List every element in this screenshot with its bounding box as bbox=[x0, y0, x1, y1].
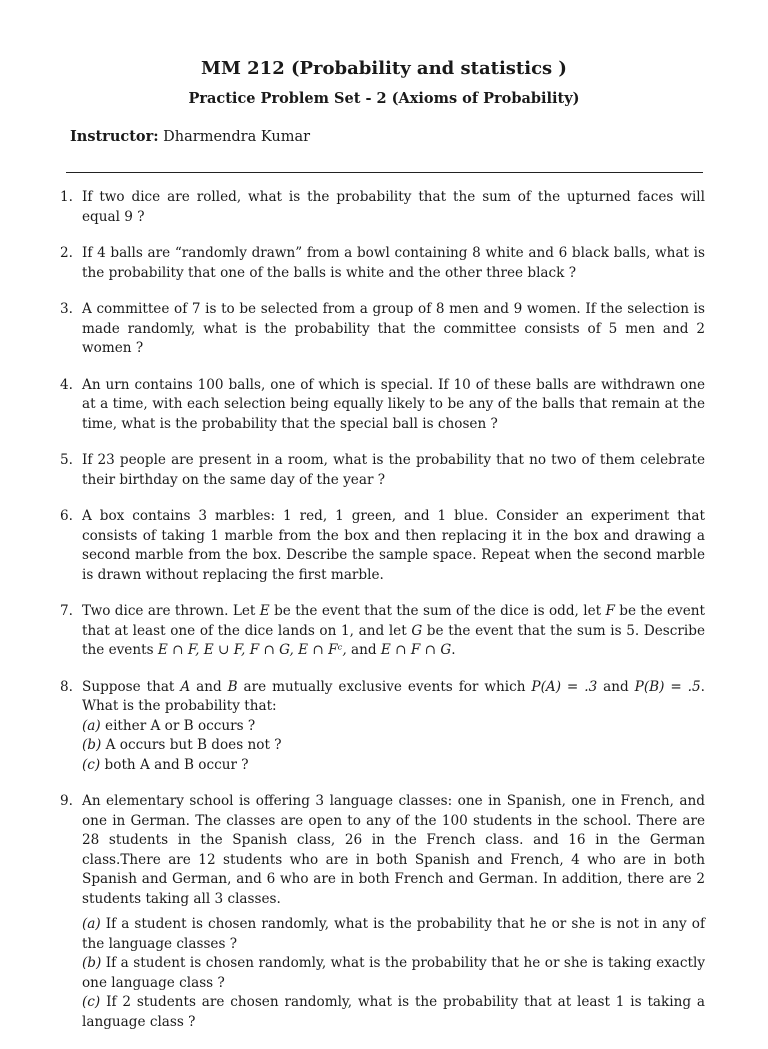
math-var: F bbox=[605, 603, 615, 619]
sub-question bbox=[82, 736, 705, 756]
text-segment: are mutually exclusive events for which bbox=[237, 678, 532, 695]
sub-label: (b) bbox=[82, 955, 102, 971]
text-segment: be the event that the sum is 5. Describe the events bbox=[82, 622, 705, 658]
text-segment: and bbox=[346, 642, 381, 658]
text-segment: Two dice are thrown. Let bbox=[82, 603, 260, 619]
problem-number: 1. bbox=[60, 189, 73, 205]
math-var: G bbox=[411, 622, 423, 639]
instructor-name: Dharmendra Kumar bbox=[163, 129, 311, 145]
sub-label: (a) bbox=[82, 916, 101, 932]
problem-text: A box contains 3 marbles: 1 red, 1 green, and 1 blue. Consider an experiment that consists of taking 1 marble from the box and then replacing it in the box and drawing a second marble from the box. Describe the sample space. Repeat when the second marble is drawn without replacing the first marble. bbox=[82, 508, 705, 583]
page-title: MM 212 (Probability and statistics ) bbox=[201, 58, 567, 79]
problem-number: 5. bbox=[60, 452, 73, 468]
sub-label: (c) bbox=[82, 756, 101, 773]
math-var: A bbox=[180, 678, 191, 695]
sub-text: A occurs but B does not ? bbox=[101, 737, 282, 753]
math-expression: E ∩ F, E ∪ F, F ∩ G, E ∩ Fᶜ, bbox=[157, 642, 347, 658]
text-segment: be the event that the sum of the dice is odd, let bbox=[269, 603, 606, 619]
problem-6 bbox=[60, 507, 705, 585]
sub-label: (b) bbox=[82, 737, 102, 753]
problem-number: 7. bbox=[60, 603, 73, 619]
problem-text: If two dice are rolled, what is the probability that the sum of the upturned faces will equal 9 ? bbox=[82, 189, 705, 225]
math-expression: E ∩ F ∩ G bbox=[380, 642, 452, 658]
text-segment: Suppose that bbox=[82, 678, 181, 695]
text-segment: . What is the probability that: bbox=[82, 678, 705, 714]
math-expression: P(A) = .3 bbox=[531, 678, 598, 695]
text-segment: An elementary school is offering 3 language classes: one in Spanish, one in French, and one in German. The classes are open to any of the 100 students in the school. There are 28 students in the Spanish class, 26 in the French class. and 16 in the German class.There are 12 students who are in both Spanish and French, 4 who are in both Spanish and German, and 6 who are in both French and German. In addition, there are 2 students taking all 3 classes. bbox=[82, 793, 705, 907]
sub-text: If 2 students are chosen randomly, what is the probability that at least 1 is taking a language class ? bbox=[82, 994, 705, 1030]
problem-number: 3. bbox=[60, 301, 73, 317]
problem-text bbox=[82, 602, 705, 661]
problem-8 bbox=[60, 678, 705, 776]
problem-number: 9. bbox=[60, 793, 73, 809]
sub-label: (a) bbox=[82, 717, 101, 734]
math-var: E bbox=[259, 603, 270, 619]
problem-text: A committee of 7 is to be selected from a group of 8 men and 9 women. If the selection is made randomly, what is the probability that the committee consists of 5 men and 2 women ? bbox=[82, 301, 705, 356]
problem-list bbox=[60, 188, 705, 1049]
header-divider bbox=[66, 172, 703, 173]
sub-question bbox=[82, 954, 705, 993]
text-segment: . bbox=[451, 642, 456, 658]
math-var: B bbox=[227, 678, 238, 695]
problem-text bbox=[82, 792, 705, 1032]
instructor-line bbox=[70, 128, 310, 145]
sub-question bbox=[82, 717, 705, 737]
problem-number: 4. bbox=[60, 376, 73, 393]
sub-label: (c) bbox=[82, 994, 101, 1010]
problem-1 bbox=[60, 188, 705, 227]
problem-7 bbox=[60, 602, 705, 661]
problem-number: 6. bbox=[60, 508, 73, 524]
instructor-label: Instructor: bbox=[70, 128, 159, 145]
math-expression: P(B) = .5 bbox=[634, 678, 701, 695]
text-segment: and bbox=[190, 678, 228, 695]
sub-text: If a student is chosen randomly, what is the probability that he or she is not in any of the language classes ? bbox=[82, 916, 705, 952]
problem-5 bbox=[60, 451, 705, 490]
problem-text: If 4 balls are “randomly drawn” from a bowl containing 8 white and 6 black balls, what is the probability that one of the balls is white and the other three black ? bbox=[82, 245, 705, 281]
problem-2 bbox=[60, 244, 705, 283]
problem-4 bbox=[60, 376, 705, 435]
sub-question bbox=[82, 915, 705, 954]
problem-number: 8. bbox=[60, 678, 73, 695]
problem-text: If 23 people are present in a room, what is the probability that no two of them celebrate their birthday on the same day of the year ? bbox=[82, 452, 705, 488]
problem-number: 2. bbox=[60, 245, 73, 261]
sub-text: either A or B occurs ? bbox=[100, 717, 256, 734]
sub-question bbox=[82, 993, 705, 1032]
problem-text: An urn contains 100 balls, one of which is special. If 10 of these balls are withdrawn one at a time, with each selection being equally likely to be any of the balls that remain at the time, what is the probability that the special ball is chosen ? bbox=[82, 376, 705, 432]
page-subtitle: Practice Problem Set - 2 (Axioms of Probability) bbox=[188, 90, 580, 107]
sub-text: If a student is chosen randomly, what is the probability that he or she is taking exactly one language class ? bbox=[82, 955, 705, 991]
sub-text: both A and B occur ? bbox=[100, 756, 249, 773]
text-segment: be the event that at least one of the dice lands on 1, and let bbox=[82, 603, 705, 639]
problem-text: Suppose that A and B are mutually exclusive events for which P(A) = .3 and P(B) = .5. What is the probability that: (a) either A or B occurs ? (b) A occurs but B does not ? (c) both A and B occur ? bbox=[82, 678, 705, 776]
sub-question bbox=[82, 756, 705, 776]
problem-3 bbox=[60, 300, 705, 359]
problem-9 bbox=[60, 792, 705, 1032]
